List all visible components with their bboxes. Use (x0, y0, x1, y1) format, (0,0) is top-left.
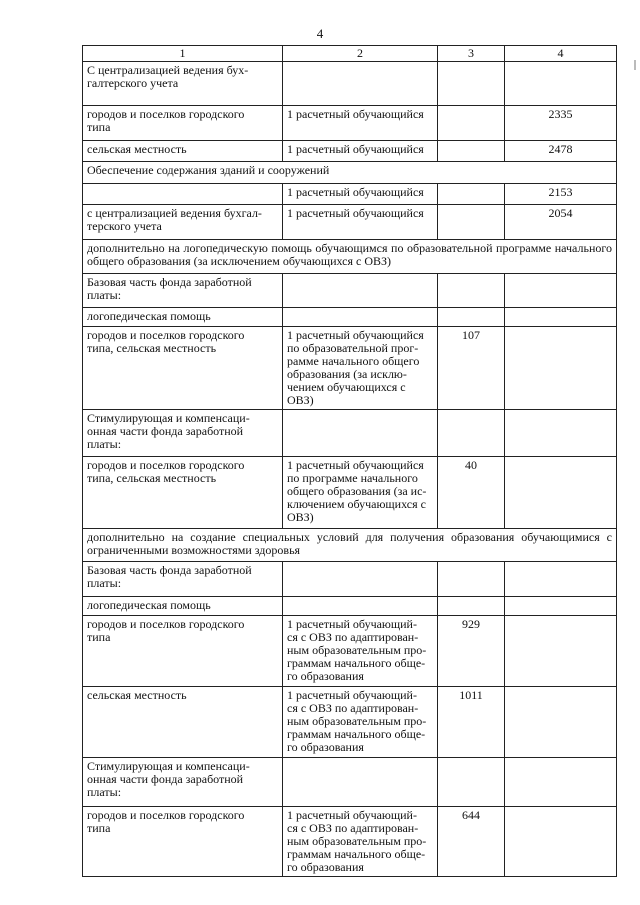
table-row (83, 308, 617, 327)
row-value-col3: 929 (438, 616, 505, 687)
table-row (83, 562, 617, 597)
table-row (83, 457, 617, 529)
row-label: Стимулирующая и компенсаци- онная части фонда заработной платы: (83, 410, 283, 457)
table-header-row (83, 46, 617, 62)
row-value-col3 (438, 141, 505, 162)
table-row (83, 616, 617, 687)
table-row (83, 106, 617, 141)
row-value-col4: 2054 (505, 205, 617, 240)
row-value-col4 (505, 807, 617, 877)
row-label: сельская местность (83, 141, 283, 162)
row-unit: 1 расчетный обучающийся (283, 141, 438, 162)
row-unit: 1 расчетный обучающийся по образовательной прог- рамме начального общего образования (за исклю- чением обучающихся с ОВЗ) (283, 327, 438, 410)
row-unit (283, 308, 438, 327)
row-value-col4 (505, 597, 617, 616)
row-value-col3 (438, 184, 505, 205)
table-row (83, 410, 617, 457)
row-value-col4 (505, 687, 617, 758)
row-value-col3: 40 (438, 457, 505, 529)
section-row (83, 529, 617, 562)
row-value-col4 (505, 562, 617, 597)
header-cell-1: 1 (83, 46, 283, 62)
row-unit (283, 758, 438, 807)
section-row (83, 162, 617, 184)
norms-table (82, 45, 617, 877)
row-unit: 1 расчетный обучающийся (283, 184, 438, 205)
row-value-col3: 1011 (438, 687, 505, 758)
row-value-col4 (505, 62, 617, 106)
table-row (83, 327, 617, 410)
table-row (83, 758, 617, 807)
row-unit: 1 расчетный обучающийся по программе начального общего образования (за ис- ключением обучающихся с ОВЗ) (283, 457, 438, 529)
row-value-col4 (505, 457, 617, 529)
row-label: городов и поселков городского типа (83, 807, 283, 877)
row-value-col3 (438, 410, 505, 457)
row-value-col3 (438, 597, 505, 616)
row-unit: 1 расчетный обучающийся (283, 205, 438, 240)
row-value-col3 (438, 106, 505, 141)
row-value-col3 (438, 308, 505, 327)
row-unit (283, 410, 438, 457)
row-value-col4 (505, 274, 617, 308)
row-value-col3 (438, 562, 505, 597)
row-label: Базовая часть фонда заработной платы: (83, 562, 283, 597)
row-label: С централизацией ведения бух- галтерского учета (83, 62, 283, 106)
table-row (83, 205, 617, 240)
section-row (83, 240, 617, 274)
row-unit (283, 562, 438, 597)
row-unit (283, 62, 438, 106)
table-row (83, 687, 617, 758)
row-value-col3 (438, 62, 505, 106)
header-cell-3: 3 (438, 46, 505, 62)
row-label: городов и поселков городского типа (83, 106, 283, 141)
table-row (83, 184, 617, 205)
table-row (83, 62, 617, 106)
section-heading: Обеспечение содержания зданий и сооружений (83, 162, 617, 184)
header-cell-2: 2 (283, 46, 438, 62)
row-value-col3 (438, 758, 505, 807)
row-unit: 1 расчетный обучающий- ся с ОВЗ по адаптирован- ным образовательным про- граммам начального обще- го образования (283, 807, 438, 877)
row-label: сельская местность (83, 687, 283, 758)
row-value-col3 (438, 205, 505, 240)
table-row (83, 274, 617, 308)
row-value-col4: 2153 (505, 184, 617, 205)
row-value-col4 (505, 308, 617, 327)
row-label: городов и поселков городского типа, сельская местность (83, 327, 283, 410)
header-cell-4: 4 (505, 46, 617, 62)
row-unit: 1 расчетный обучающий- ся с ОВЗ по адаптирован- ным образовательным про- граммам начального обще- го образования (283, 616, 438, 687)
row-label: Базовая часть фонда заработной платы: (83, 274, 283, 308)
row-label: с централизацией ведения бухгал- терского учета (83, 205, 283, 240)
row-value-col4 (505, 616, 617, 687)
page-number: 4 (316, 26, 324, 41)
scan-edge-mark (634, 60, 636, 70)
row-unit: 1 расчетный обучающийся (283, 106, 438, 141)
row-unit (283, 274, 438, 308)
row-label: Стимулирующая и компенсаци- онная части фонда заработной платы: (83, 758, 283, 807)
row-unit (283, 597, 438, 616)
table-row (83, 141, 617, 162)
row-value-col4: 2335 (505, 106, 617, 141)
table-row (83, 807, 617, 877)
row-value-col3 (438, 274, 505, 308)
section-heading: дополнительно на логопедическую помощь обучающимся по образовательной программе начального общего образования (за исключением обучающихся с ОВЗ) (83, 240, 617, 274)
row-value-col4: 2478 (505, 141, 617, 162)
section-heading: дополнительно на создание специальных условий для получения образования обучающимися с ограниченными возможностями здоровья (83, 529, 617, 562)
row-label (83, 184, 283, 205)
row-label: логопедическая помощь (83, 308, 283, 327)
row-label: логопедическая помощь (83, 597, 283, 616)
row-value-col4 (505, 327, 617, 410)
row-unit: 1 расчетный обучающий- ся с ОВЗ по адаптирован- ным образовательным про- граммам начального обще- го образования (283, 687, 438, 758)
row-value-col4 (505, 410, 617, 457)
row-label: городов и поселков городского типа, сельская местность (83, 457, 283, 529)
row-value-col4 (505, 758, 617, 807)
table-row (83, 597, 617, 616)
row-label: городов и поселков городского типа (83, 616, 283, 687)
row-value-col3: 107 (438, 327, 505, 410)
row-value-col3: 644 (438, 807, 505, 877)
